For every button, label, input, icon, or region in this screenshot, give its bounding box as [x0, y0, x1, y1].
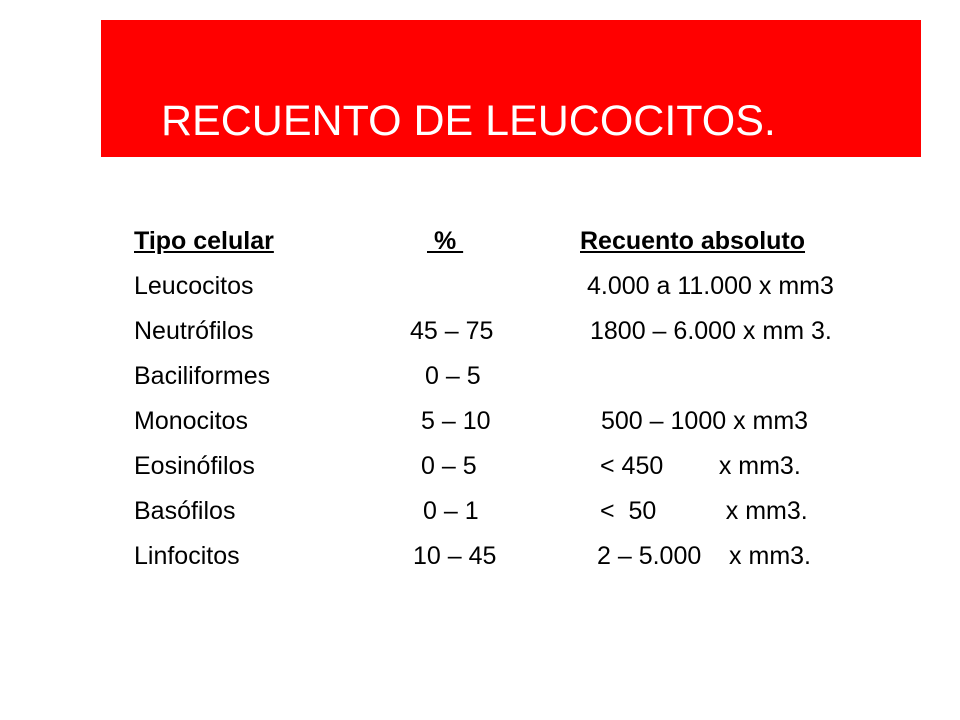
row-basofilos-tipo: Basófilos — [134, 497, 236, 525]
row-linfocitos-pct: 10 – 45 — [413, 542, 497, 570]
header-tipo-celular: Tipo celular — [134, 227, 274, 255]
row-baciliformes-tipo: Baciliformes — [134, 362, 271, 390]
row-eosinofilos-pct: 0 – 5 — [421, 452, 477, 480]
row-monocitos-tipo: Monocitos — [134, 407, 248, 435]
row-neutrofilos-tipo: Neutrófilos — [134, 317, 254, 345]
slide-title: RECUENTO DE LEUCOCITOS. — [161, 97, 776, 145]
row-monocitos-abs: 500 – 1000 x mm3 — [601, 407, 809, 435]
row-eosinofilos-tipo: Eosinófilos — [134, 452, 255, 480]
row-leucocitos-abs: 4.000 a 11.000 x mm3 — [587, 272, 834, 300]
header-percent: % — [427, 227, 464, 255]
header-recuento-absoluto: Recuento absoluto — [580, 227, 806, 255]
row-eosinofilos-abs: < 450 x mm3. — [600, 452, 801, 480]
row-basofilos-abs: < 50 x mm3. — [600, 497, 808, 525]
row-basofilos-pct: 0 – 1 — [423, 497, 479, 525]
row-neutrofilos-pct: 45 – 75 — [410, 317, 494, 345]
row-leucocitos-tipo: Leucocitos — [134, 272, 254, 300]
row-neutrofilos-abs: 1800 – 6.000 x mm 3. — [590, 317, 832, 345]
row-monocitos-pct: 5 – 10 — [421, 407, 491, 435]
row-baciliformes-pct: 0 – 5 — [425, 362, 481, 390]
row-linfocitos-tipo: Linfocitos — [134, 542, 240, 570]
row-linfocitos-abs: 2 – 5.000 x mm3. — [597, 542, 811, 570]
